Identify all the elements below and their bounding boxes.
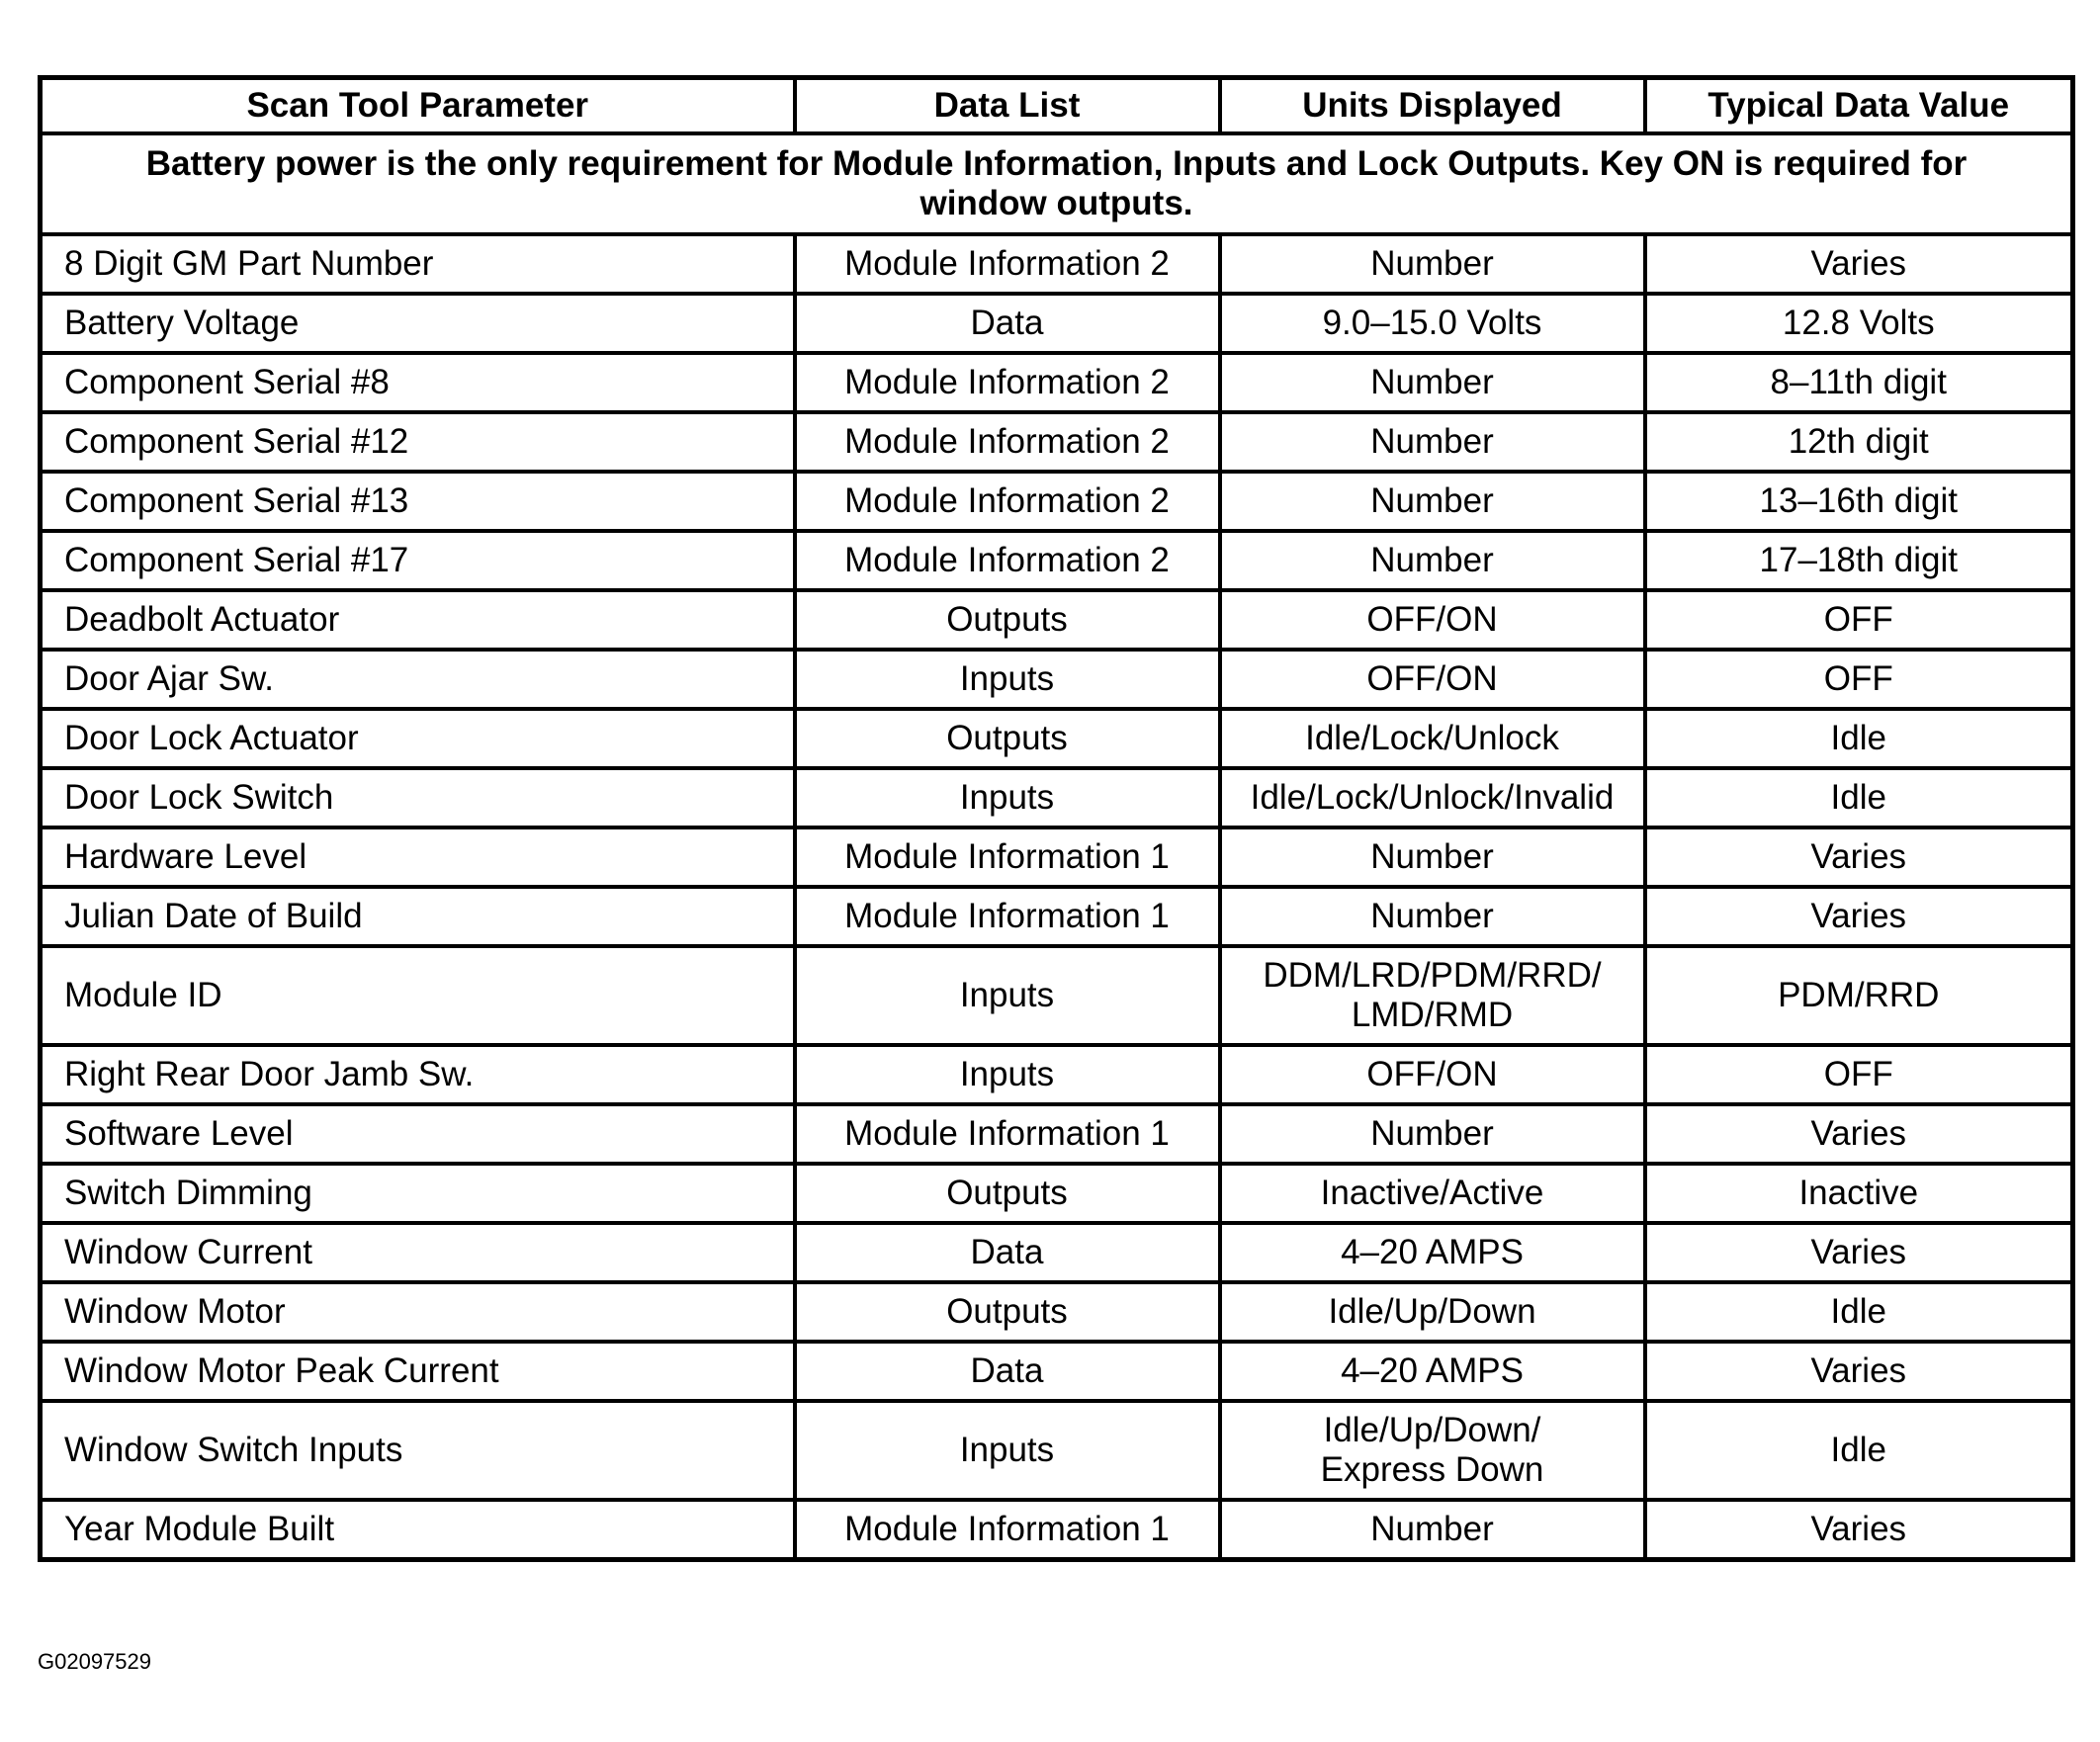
scan-tool-data-table [38, 75, 2075, 1562]
typical-value-cell: Idle [1645, 1401, 2073, 1500]
typical-value-cell: PDM/RRD [1645, 946, 2073, 1045]
table-row [41, 1282, 2073, 1342]
typical-value-cell: Idle [1645, 768, 2073, 827]
table-row [41, 472, 2073, 531]
typical-value-cell: OFF [1645, 590, 2073, 650]
parameter-cell: Component Serial #12 [41, 412, 795, 472]
units-cell: Inactive/Active [1220, 1164, 1645, 1223]
table-row [41, 590, 2073, 650]
units-line-2: LMD/RMD [1351, 996, 1514, 1034]
table-row [41, 412, 2073, 472]
units-cell: OFF/ON [1220, 1045, 1645, 1104]
data-list-cell: Inputs [795, 946, 1220, 1045]
units-cell: Number [1220, 472, 1645, 531]
parameter-cell: Right Rear Door Jamb Sw. [41, 1045, 795, 1104]
data-list-cell: Data [795, 1223, 1220, 1282]
typical-value-cell: 12.8 Volts [1645, 294, 2073, 353]
parameter-cell: Door Ajar Sw. [41, 650, 795, 709]
header-typical-data-value: Typical Data Value [1645, 78, 2073, 134]
parameter-cell: Software Level [41, 1104, 795, 1164]
data-list-cell: Outputs [795, 590, 1220, 650]
figure-id: G02097529 [38, 1649, 151, 1674]
parameter-cell: Module ID [41, 946, 795, 1045]
data-list-cell: Module Information 2 [795, 472, 1220, 531]
typical-value-cell: Varies [1645, 1342, 2073, 1401]
typical-value-cell: 12th digit [1645, 412, 2073, 472]
data-list-cell: Module Information 1 [795, 887, 1220, 946]
data-list-cell: Outputs [795, 1164, 1220, 1223]
table-row [41, 1104, 2073, 1164]
typical-value-cell: 13–16th digit [1645, 472, 2073, 531]
typical-value-cell: Varies [1645, 234, 2073, 294]
requirements-note: Battery power is the only requirement for Module Information, Inputs and Lock Outputs. Key ON is required for window outputs. [41, 133, 2073, 234]
table-row [41, 234, 2073, 294]
table-row [41, 946, 2073, 1045]
units-cell [1220, 946, 1645, 1045]
parameter-cell: Door Lock Actuator [41, 709, 795, 768]
parameter-cell: Window Switch Inputs [41, 1401, 795, 1500]
typical-value-cell: 17–18th digit [1645, 531, 2073, 590]
data-list-cell: Outputs [795, 709, 1220, 768]
units-cell: Number [1220, 827, 1645, 887]
parameter-cell: Component Serial #13 [41, 472, 795, 531]
table-row [41, 1164, 2073, 1223]
units-cell: OFF/ON [1220, 650, 1645, 709]
data-list-cell: Module Information 1 [795, 1104, 1220, 1164]
table-row [41, 294, 2073, 353]
data-list-cell: Module Information 2 [795, 353, 1220, 412]
parameter-cell: Window Motor [41, 1282, 795, 1342]
data-list-cell: Module Information 1 [795, 827, 1220, 887]
header-data-list: Data List [795, 78, 1220, 134]
units-line-2: Express Down [1320, 1450, 1544, 1489]
table-row [41, 709, 2073, 768]
table-row [41, 1223, 2073, 1282]
parameter-cell: Window Motor Peak Current [41, 1342, 795, 1401]
data-list-cell: Inputs [795, 1045, 1220, 1104]
data-list-cell: Module Information 2 [795, 234, 1220, 294]
units-cell: Idle/Lock/Unlock [1220, 709, 1645, 768]
units-line-1: Idle/Up/Down/ [1323, 1411, 1541, 1449]
typical-value-cell: 8–11th digit [1645, 353, 2073, 412]
parameter-cell: Door Lock Switch [41, 768, 795, 827]
note-row [41, 133, 2073, 234]
data-list-cell: Inputs [795, 1401, 1220, 1500]
scan-tool-data-table-container [38, 75, 2070, 1562]
parameter-cell: Component Serial #17 [41, 531, 795, 590]
header-scan-tool-parameter: Scan Tool Parameter [41, 78, 795, 134]
table-row [41, 531, 2073, 590]
typical-value-cell: Idle [1645, 1282, 2073, 1342]
typical-value-cell: OFF [1645, 1045, 2073, 1104]
units-cell: OFF/ON [1220, 590, 1645, 650]
parameter-cell: Component Serial #8 [41, 353, 795, 412]
parameter-cell: Switch Dimming [41, 1164, 795, 1223]
data-list-cell: Inputs [795, 650, 1220, 709]
typical-value-cell: Varies [1645, 1500, 2073, 1560]
table-row [41, 768, 2073, 827]
table-row [41, 650, 2073, 709]
table-row [41, 887, 2073, 946]
units-cell: Idle/Lock/Unlock/Invalid [1220, 768, 1645, 827]
table-row [41, 1401, 2073, 1500]
typical-value-cell: Varies [1645, 887, 2073, 946]
parameter-cell: Hardware Level [41, 827, 795, 887]
data-list-cell: Outputs [795, 1282, 1220, 1342]
units-cell: 4–20 AMPS [1220, 1223, 1645, 1282]
data-list-cell: Inputs [795, 768, 1220, 827]
units-cell: Number [1220, 1500, 1645, 1560]
data-list-cell: Module Information 2 [795, 531, 1220, 590]
header-units-displayed: Units Displayed [1220, 78, 1645, 134]
units-cell: Number [1220, 887, 1645, 946]
units-cell: 9.0–15.0 Volts [1220, 294, 1645, 353]
units-cell [1220, 1401, 1645, 1500]
data-list-cell: Module Information 2 [795, 412, 1220, 472]
table-row [41, 1342, 2073, 1401]
data-list-cell: Data [795, 1342, 1220, 1401]
typical-value-cell: Varies [1645, 1223, 2073, 1282]
parameter-cell: Window Current [41, 1223, 795, 1282]
table-header-row [41, 78, 2073, 134]
typical-value-cell: Varies [1645, 827, 2073, 887]
table-row [41, 827, 2073, 887]
typical-value-cell: Idle [1645, 709, 2073, 768]
typical-value-cell: Inactive [1645, 1164, 2073, 1223]
units-cell: Number [1220, 353, 1645, 412]
table-row [41, 353, 2073, 412]
units-cell: Idle/Up/Down [1220, 1282, 1645, 1342]
units-cell: Number [1220, 531, 1645, 590]
parameter-cell: 8 Digit GM Part Number [41, 234, 795, 294]
data-list-cell: Data [795, 294, 1220, 353]
parameter-cell: Deadbolt Actuator [41, 590, 795, 650]
units-cell: Number [1220, 412, 1645, 472]
table-row [41, 1500, 2073, 1560]
parameter-cell: Year Module Built [41, 1500, 795, 1560]
units-cell: 4–20 AMPS [1220, 1342, 1645, 1401]
typical-value-cell: OFF [1645, 650, 2073, 709]
units-cell: Number [1220, 234, 1645, 294]
table-row [41, 1045, 2073, 1104]
parameter-cell: Julian Date of Build [41, 887, 795, 946]
typical-value-cell: Varies [1645, 1104, 2073, 1164]
units-cell: Number [1220, 1104, 1645, 1164]
units-line-1: DDM/LRD/PDM/RRD/ [1263, 956, 1602, 995]
data-list-cell: Module Information 1 [795, 1500, 1220, 1560]
parameter-cell: Battery Voltage [41, 294, 795, 353]
